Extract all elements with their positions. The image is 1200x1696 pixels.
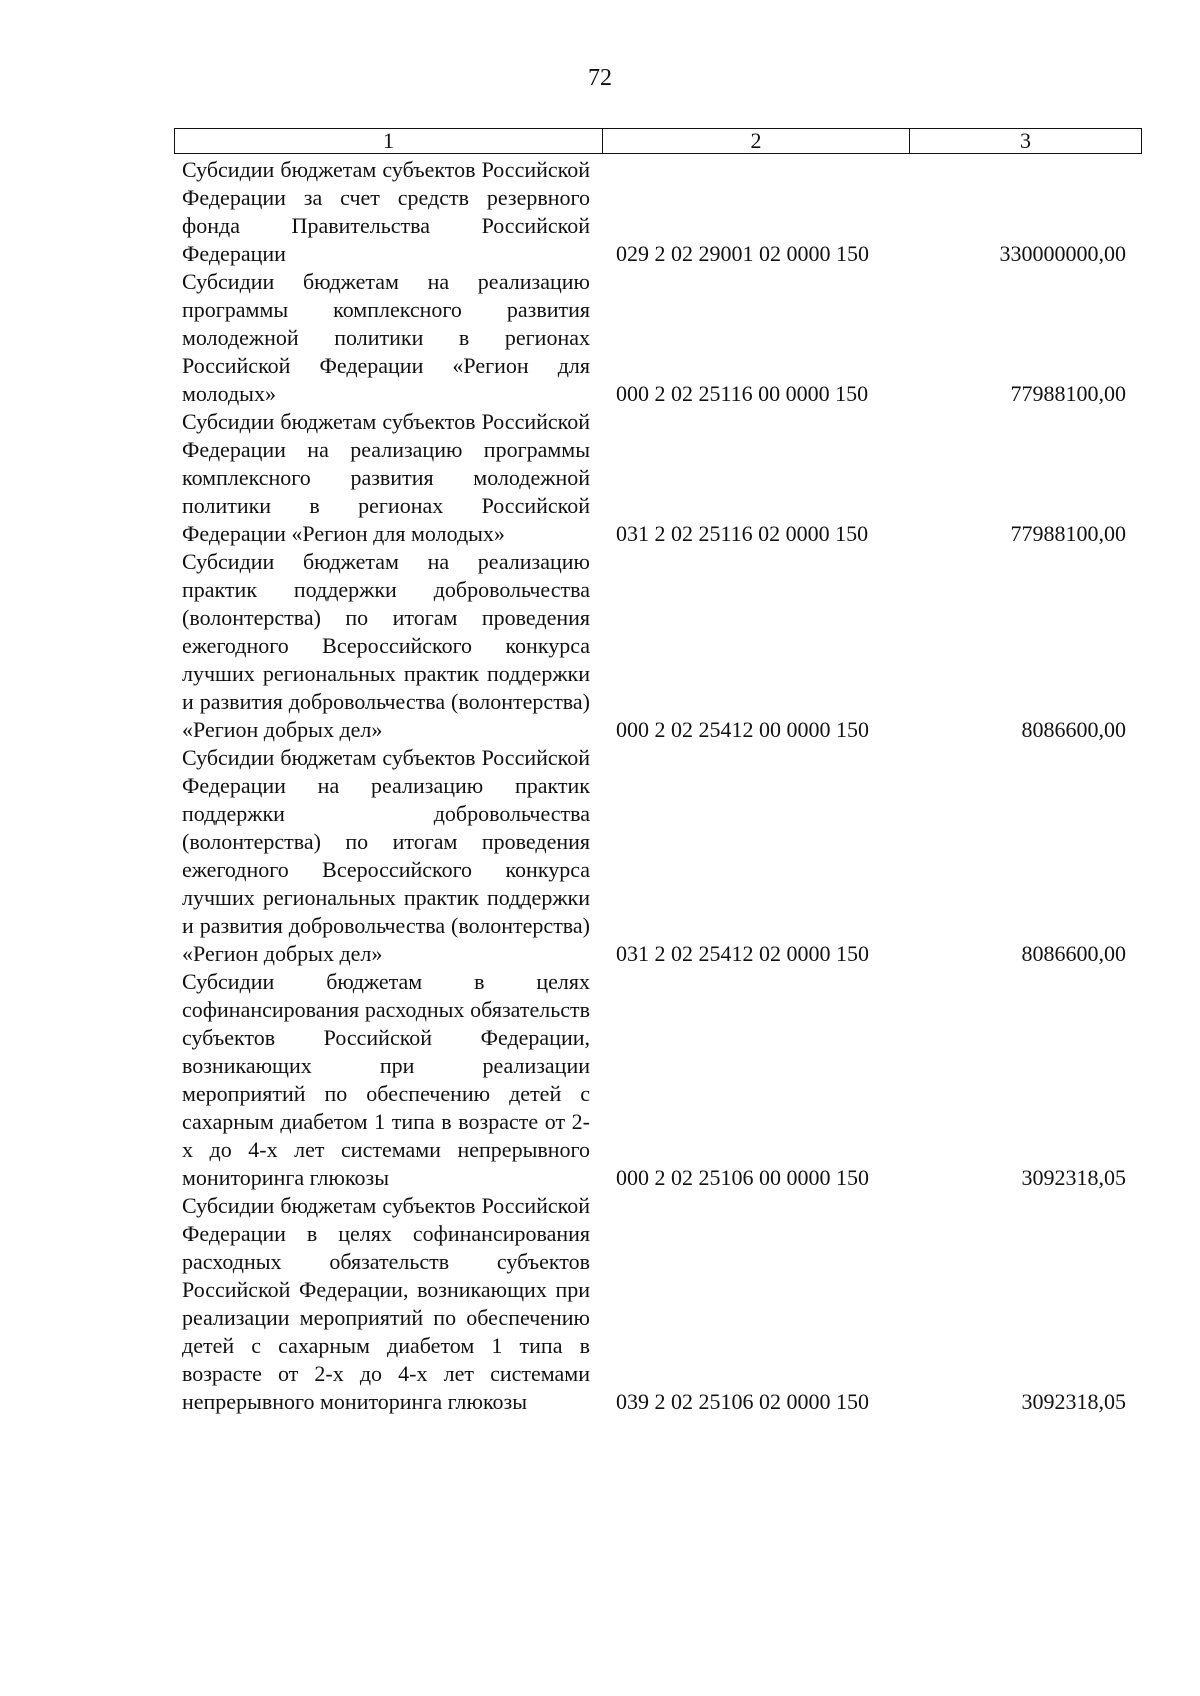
row-code: 039 2 02 25106 02 0000 150 xyxy=(616,1389,869,1414)
row-description: Субсидии бюджетам в целях софинансирования расходных обязательств субъектов Российской Федерации, возникающих при реализации мероприятий по обеспечению детей с сахарным диабетом 1 типа в возрасте от 2-х до 4-х лет системами непрерывного мониторинга глюкозы xyxy=(182,969,590,1190)
row-description: Субсидии бюджетам субъектов Российской Федерации в целях софинансирования расходных обязательств субъектов Российской Федерации, возникающих при реализации мероприятий по обеспечению детей с сахарным диабетом 1 типа в возрасте от 2-х до 4-х лет системами непрерывного мониторинга глюкозы xyxy=(182,1193,590,1414)
row-amount: 8086600,00 xyxy=(1021,941,1126,966)
row-amount: 330000000,00 xyxy=(999,241,1126,266)
row-code: 029 2 02 29001 02 0000 150 xyxy=(616,241,869,266)
row-description: Субсидии бюджетам субъектов Российской Федерации за счет средств резервного фонда Правительства Российской Федерации xyxy=(182,157,590,266)
row-code: 000 2 02 25106 00 0000 150 xyxy=(616,1165,869,1190)
page-number: 72 xyxy=(588,65,612,91)
column-header-2: 2 xyxy=(603,129,910,153)
row-code: 031 2 02 25116 02 0000 150 xyxy=(616,521,869,546)
row-amount: 3092318,05 xyxy=(1021,1389,1126,1414)
row-description: Субсидии бюджетам субъектов Российской Федерации на реализацию практик поддержки добровольчества (волонтерства) по итогам проведения ежегодного Всероссийского конкурса лучших региональных практик поддержки и развития добровольчества (волонтерства) «Регион добрых дел» xyxy=(182,745,590,966)
row-description: Субсидии бюджетам субъектов Российской Федерации на реализацию программы комплексного развития молодежной политики в регионах Российской Федерации «Регион для молодых» xyxy=(182,409,590,546)
table-row xyxy=(182,156,1132,268)
row-amount: 3092318,05 xyxy=(1021,1165,1126,1190)
row-code: 000 2 02 25412 00 0000 150 xyxy=(616,717,869,742)
table-row xyxy=(182,1192,1132,1416)
row-description: Субсидии бюджетам на реализацию практик поддержки добровольчества (волонтерства) по итогам проведения ежегодного Всероссийского конкурса лучших региональных практик поддержки и развития добровольчества (волонтерства) «Регион добрых дел» xyxy=(182,549,590,742)
table-row xyxy=(182,548,1132,744)
row-code: 031 2 02 25412 02 0000 150 xyxy=(616,941,869,966)
row-amount: 77988100,00 xyxy=(1010,381,1126,406)
row-amount: 77988100,00 xyxy=(1010,521,1126,546)
table-header xyxy=(174,128,1142,154)
table-row xyxy=(182,744,1132,968)
column-header-1: 1 xyxy=(175,129,603,153)
table-row xyxy=(182,408,1132,548)
table-row xyxy=(182,968,1132,1192)
column-header-3: 3 xyxy=(1020,128,1031,153)
table-body xyxy=(182,156,1132,1416)
row-description: Субсидии бюджетам на реализацию программы комплексного развития молодежной политики в регионах Российской Федерации «Регион для молодых» xyxy=(182,269,590,406)
row-code: 000 2 02 25116 00 0000 150 xyxy=(616,381,869,406)
row-amount: 8086600,00 xyxy=(1021,717,1126,742)
table-row xyxy=(182,268,1132,408)
